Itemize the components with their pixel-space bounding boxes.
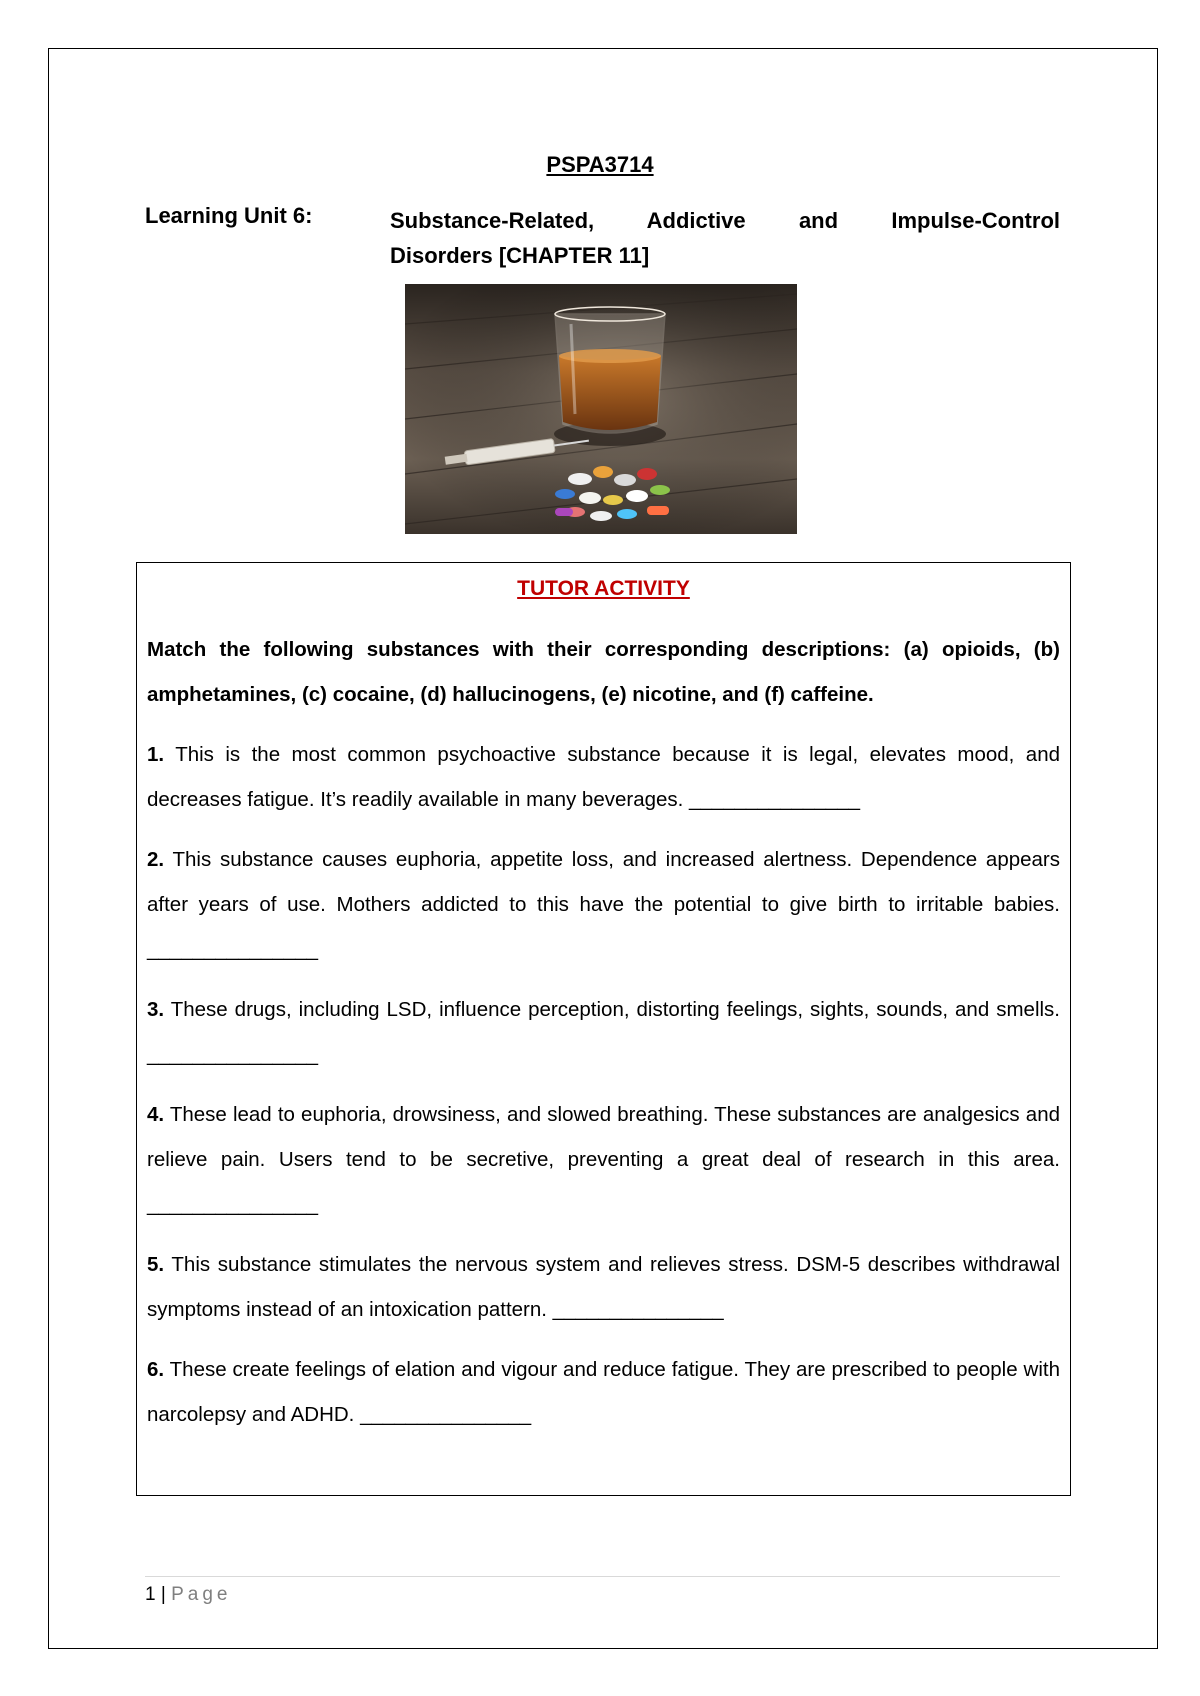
question-4: [147, 1092, 1060, 1227]
whisky-glass-pills-syringe-photo: [405, 284, 797, 534]
footer-divider: [145, 1576, 1060, 1577]
question-text: These create feelings of elation and vigour and reduce fatigue. They are prescribed to people with narcolepsy and ADHD. _______________: [147, 1358, 1060, 1426]
question-number: 2.: [147, 848, 165, 871]
question-2: [147, 837, 1060, 972]
question-number: 4.: [147, 1103, 165, 1126]
question-text: These lead to euphoria, drowsiness, and slowed breathing. These substances are analgesics and relieve pain. Users tend to be secretive, preventing a great deal of research in this area. _______________: [147, 1103, 1061, 1216]
question-5: [147, 1242, 1060, 1332]
question-number: 5.: [147, 1253, 165, 1276]
question-text: This substance causes euphoria, appetite loss, and increased alertness. Dependence appears after years of use. Mothers addicted to this have the potential to give birth to irritable babies. _______________: [147, 848, 1060, 961]
question-text: These drugs, including LSD, influence perception, distorting feelings, sights, sounds, and smells. _______________: [147, 998, 1060, 1066]
tutor-activity-box: [136, 562, 1071, 1496]
question-number: 3.: [147, 998, 165, 1021]
page-word: Page: [171, 1584, 232, 1605]
page-footer: [145, 1584, 231, 1606]
page-separator: |: [160, 1584, 166, 1605]
course-code: PSPA3714: [546, 152, 654, 177]
question-1: [147, 732, 1060, 822]
question-number: 1.: [147, 743, 165, 766]
question-number: 6.: [147, 1358, 165, 1381]
activity-instructions: Match the following substances with their corresponding descriptions: (a) opioids, (b) amphetamines, (c) cocaine, (d) hallucinogens, (e) nicotine, and (f) caffeine.: [147, 638, 1060, 706]
question-text: This is the most common psychoactive substance because it is legal, elevates mood, and decreases fatigue. It’s readily available in many beverages. _______________: [147, 743, 1060, 811]
question-3: [147, 987, 1060, 1077]
question-6: [147, 1347, 1060, 1437]
question-text: This substance stimulates the nervous system and relieves stress. DSM-5 describes withdrawal symptoms instead of an intoxication pattern. _______________: [147, 1253, 1060, 1321]
page-number: 1: [145, 1584, 156, 1605]
activity-heading: TUTOR ACTIVITY: [517, 577, 690, 600]
unit-title-line-1: Substance-Related, Addictive and Impulse-Control: [390, 208, 1060, 233]
unit-title: [390, 203, 1060, 273]
unit-title-line-2: Disorders [CHAPTER 11]: [390, 243, 650, 268]
unit-label: Learning Unit 6:: [145, 203, 313, 228]
